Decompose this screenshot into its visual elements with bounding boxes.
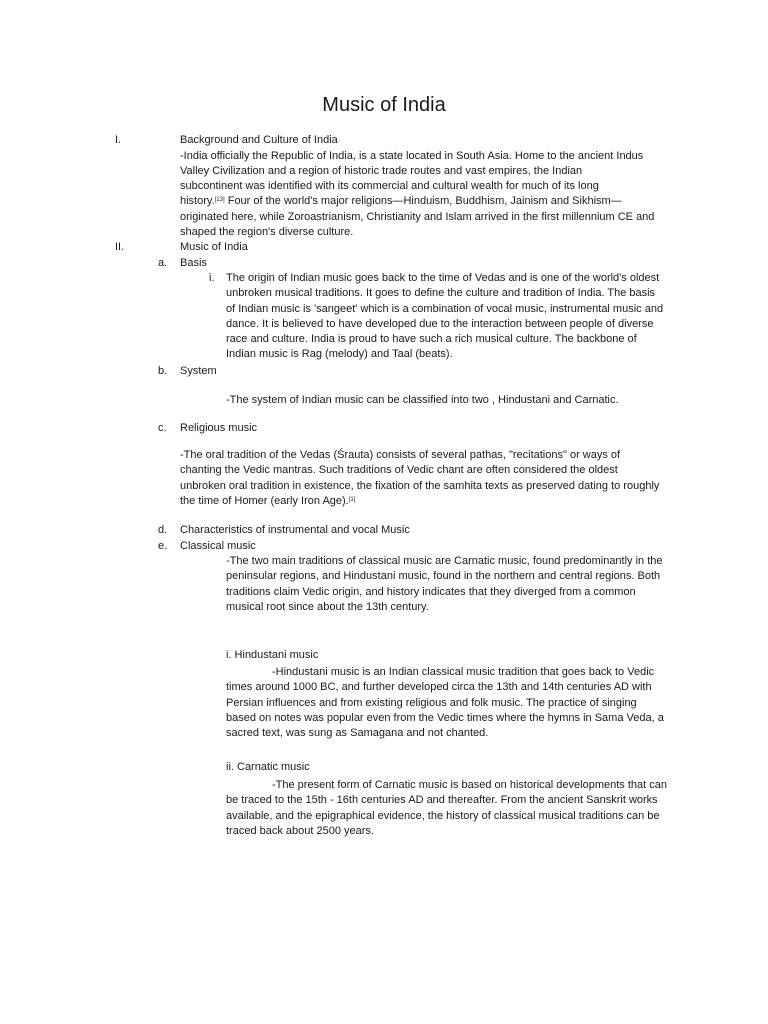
text-line: shaped the region's diverse culture. bbox=[180, 225, 354, 238]
classical-heading: Classical music bbox=[180, 539, 256, 552]
text-line: peninsular regions, and Hindustani music, found in the northern and central regions. Both bbox=[226, 570, 661, 583]
text-line: race and culture. India is proud to have such a rich musical culture. The backbone of bbox=[226, 333, 637, 346]
text-line: -Hindustani music is an Indian classical music tradition that goes back to Vedic bbox=[272, 666, 655, 678]
citation-13[interactable]: [13] bbox=[214, 197, 225, 204]
text-line: Persian influences and from existing religious and folk music. The practice of singing bbox=[226, 696, 637, 709]
religious-heading: Religious music bbox=[180, 422, 258, 434]
hindustani-paragraph bbox=[226, 665, 664, 741]
page-title: Music of India bbox=[322, 94, 446, 116]
characteristics-heading: Characteristics of instrumental and vocal Music bbox=[180, 524, 410, 536]
carnatic-heading: ii. Carnatic music bbox=[226, 761, 310, 773]
citation-1[interactable]: [1] bbox=[348, 496, 356, 503]
text-fragment: the time of Homer (early Iron Age). bbox=[180, 494, 349, 507]
text-fragment: history. bbox=[180, 195, 215, 208]
text-line: unbroken oral tradition in existence, the fixation of the samhita texts as preserved dating to roughly bbox=[180, 479, 660, 492]
religious-marker: c. bbox=[158, 422, 167, 434]
basis-heading: Basis bbox=[180, 256, 207, 269]
text-line: musical root since about the 13th century. bbox=[226, 600, 429, 613]
text-line: The origin of Indian music goes back to the time of Vedas and is one of the world's oldest bbox=[226, 272, 660, 284]
text-line: dance. It is believed to have developed due to the interaction between people of diverse bbox=[226, 317, 654, 330]
basis-sub-marker: i. bbox=[209, 272, 215, 284]
text-line: based on notes was popular even from the Vedic times where the hymns in Sama Veda, a bbox=[226, 711, 664, 724]
basis-marker: a. bbox=[158, 256, 168, 269]
text-line: available, and the epigraphical evidence, the history of classical musical traditions can be bbox=[226, 809, 660, 822]
section-1-paragraph bbox=[180, 149, 654, 241]
text-line: -The present form of Carnatic music is based on historical developments that can bbox=[272, 779, 667, 791]
text-line: originated here, while Zoroastrianism, Christianity and Islam arrived in the first millennium CE and bbox=[180, 210, 655, 223]
hindustani-heading: i. Hindustani music bbox=[226, 649, 319, 661]
system-heading: System bbox=[180, 364, 217, 377]
classical-marker: e. bbox=[158, 539, 168, 552]
carnatic-paragraph bbox=[226, 778, 667, 839]
text-line: subcontinent was identified with its commercial and cultural wealth for much of its long bbox=[180, 180, 599, 193]
section-1-heading: Background and Culture of India bbox=[180, 134, 338, 146]
text-line: be traced to the 15th - 16th centuries AD and thereafter. From the ancient Sanskrit works bbox=[226, 794, 658, 807]
text-line: -India officially the Republic of India, is a state located in South Asia. Home to the ancient Indus bbox=[180, 149, 644, 162]
section-2-heading: Music of India bbox=[180, 241, 248, 253]
text-line bbox=[180, 194, 654, 209]
text-line bbox=[180, 494, 659, 509]
text-line: Valley Civilization and a region of historic trade routes and vast empires, the Indian bbox=[180, 164, 583, 177]
system-paragraph: -The system of Indian music can be classified into two , Hindustani and Carnatic. bbox=[226, 393, 619, 406]
section-1-marker: I. bbox=[115, 134, 122, 146]
text-line: unbroken musical traditions. It goes to define the culture and tradition of India. The basis bbox=[226, 287, 656, 300]
text-line: chanting the Vedic mantras. Such traditions of Vedic chant are often considered the oldest bbox=[180, 464, 618, 477]
text-line: sacred text, was sung as Samagana and not chanted. bbox=[226, 727, 489, 740]
text-line: traced back about 2500 years. bbox=[226, 824, 374, 837]
text-line: times around 1000 BC, and further developed circa the 13th and 14th centuries AD with bbox=[226, 681, 652, 694]
text-line: Indian music is Rag (melody) and Taal (beats). bbox=[226, 348, 453, 361]
basis-paragraph bbox=[226, 271, 663, 363]
section-2-marker: II. bbox=[115, 241, 125, 253]
text-fragment: Four of the world's major religions—Hinduism, Buddhism, Jainism and Sikhism— bbox=[227, 195, 622, 208]
characteristics-marker: d. bbox=[158, 524, 168, 536]
text-line: of Indian music is 'sangeet' which is a combination of vocal music, instrumental music and bbox=[226, 302, 664, 315]
system-marker: b. bbox=[158, 364, 168, 377]
text-line: traditions claim Vedic origin, and history indicates that they diverged from a common bbox=[226, 585, 636, 598]
text-line: -The oral tradition of the Vedas (Śrauta) consists of several pathas, "recitations" or ways of bbox=[180, 449, 621, 461]
religious-paragraph bbox=[180, 448, 659, 509]
classical-paragraph bbox=[226, 554, 663, 615]
text-line: -The two main traditions of classical music are Carnatic music, found predominantly in the bbox=[226, 555, 663, 567]
